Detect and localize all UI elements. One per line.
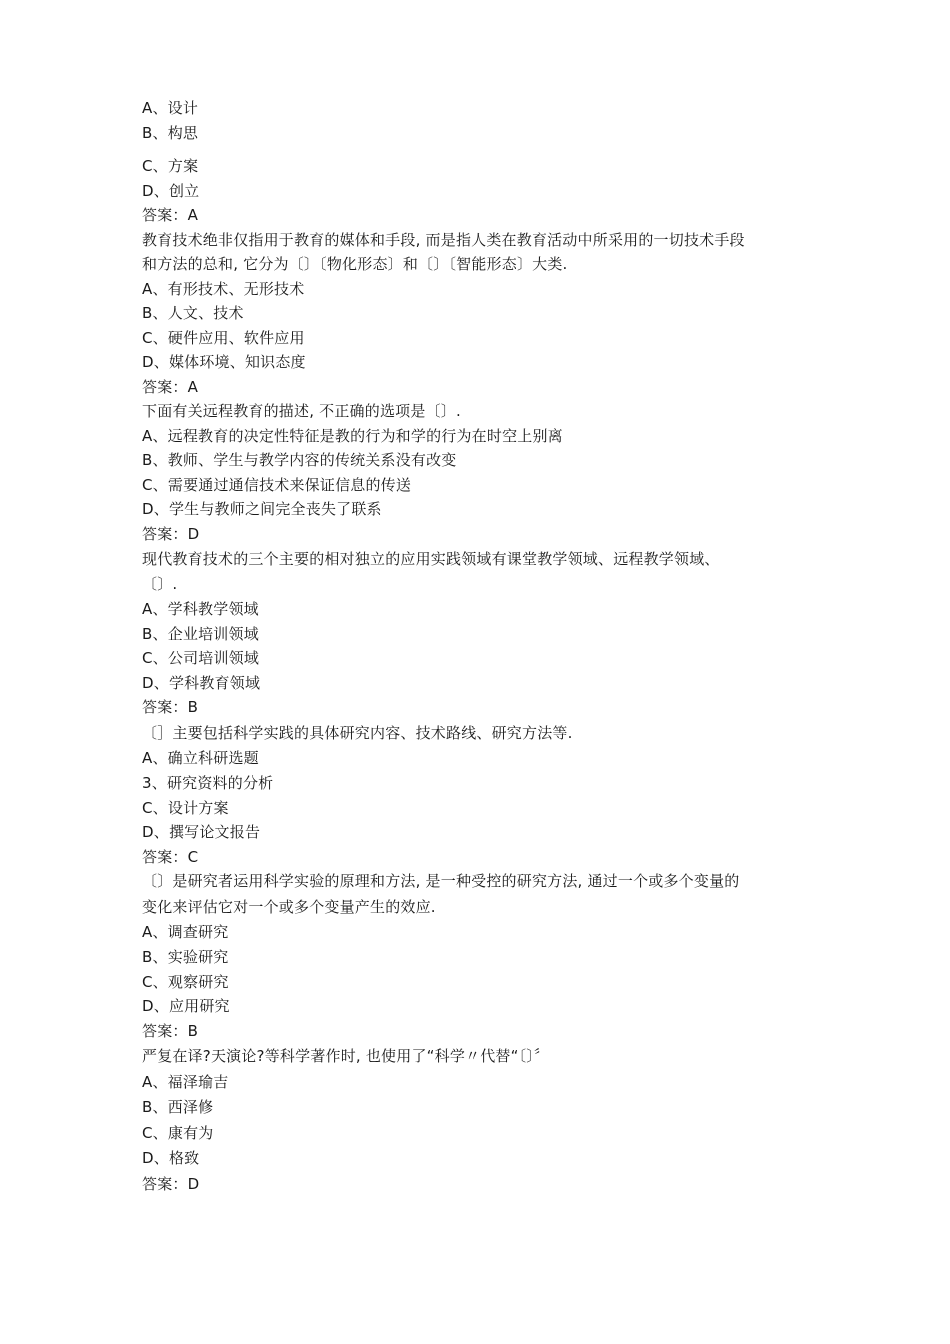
- option-line: A、有形技术、无形技术: [142, 280, 305, 298]
- option-line: A、调查研究: [142, 923, 229, 941]
- option-line: D、应用研究: [142, 997, 230, 1015]
- option-line: D、学生与教师之间完全丧失了联系: [142, 500, 382, 518]
- answer-line: 答案：A: [142, 206, 199, 224]
- answer-line: 答案：C: [142, 848, 199, 866]
- question-line: 下面有关远程教育的描述, 不正确的选项是〔〕.: [142, 402, 461, 420]
- answer-line: 答案：B: [142, 698, 199, 716]
- question-line: 〔〕.: [142, 575, 178, 593]
- option-line: D、学科教育领域: [142, 674, 261, 692]
- question-line: 变化来评估它对一个或多个变量产生的效应.: [142, 898, 436, 916]
- answer-line: 答案：D: [142, 525, 200, 543]
- option-line: B、构思: [142, 124, 199, 142]
- question-line: 和方法的总和, 它分为〔〕〔物化形态〕和〔〕〔智能形态〕大类.: [142, 255, 568, 273]
- option-line: A、设计: [142, 99, 199, 117]
- question-line: 〔］主要包括科学实践的具体研究内容、技术路线、研究方法等.: [142, 724, 573, 742]
- question-line: 教育技术绝非仅指用于教育的媒体和手段, 而是指人类在教育活动中所采用的一切技术手段: [142, 231, 745, 249]
- question-line: 严复在译?天演论?等科学著作时, 也使用了“科学〃代替“〔〕〞: [142, 1047, 550, 1065]
- option-line: A、学科教学领域: [142, 600, 259, 618]
- answer-line: 答案：A: [142, 378, 199, 396]
- option-line: D、创立: [142, 182, 200, 200]
- option-line: A、福泽瑜吉: [142, 1073, 229, 1091]
- option-line: B、企业培训领域: [142, 625, 259, 643]
- answer-line: 答案：B: [142, 1022, 199, 1040]
- option-line: D、媒体环境、知识态度: [142, 353, 306, 371]
- option-line: D、撰写论文报告: [142, 823, 261, 841]
- question-line: 〔〕是研究者运用科学实验的原理和方法, 是一种受控的研究方法, 通过一个或多个变量的: [142, 872, 740, 890]
- answer-line: 答案：D: [142, 1175, 200, 1193]
- option-line: C、硬件应用、软件应用: [142, 329, 305, 347]
- question-line: 现代教育技术的三个主要的相对独立的应用实践领域有课堂教学领域、远程教学领域、: [142, 550, 720, 568]
- option-line: 3、研究资料的分析: [142, 774, 274, 792]
- option-line: B、人文、技术: [142, 304, 244, 322]
- option-line: A、远程教育的决定性特征是教的行为和学的行为在时空上别离: [142, 427, 563, 445]
- option-line: C、方案: [142, 157, 199, 175]
- option-line: C、康有为: [142, 1124, 214, 1142]
- option-line: D、格致: [142, 1149, 200, 1167]
- option-line: C、设计方案: [142, 799, 229, 817]
- option-line: B、西泽修: [142, 1098, 214, 1116]
- option-line: B、实验研究: [142, 948, 229, 966]
- option-line: C、观察研究: [142, 973, 229, 991]
- option-line: C、需要通过通信技术来保证信息的传送: [142, 476, 412, 494]
- option-line: C、公司培训领域: [142, 649, 260, 667]
- option-line: B、教师、学生与教学内容的传统关系没有改变: [142, 451, 457, 469]
- option-line: A、确立科研选题: [142, 749, 259, 767]
